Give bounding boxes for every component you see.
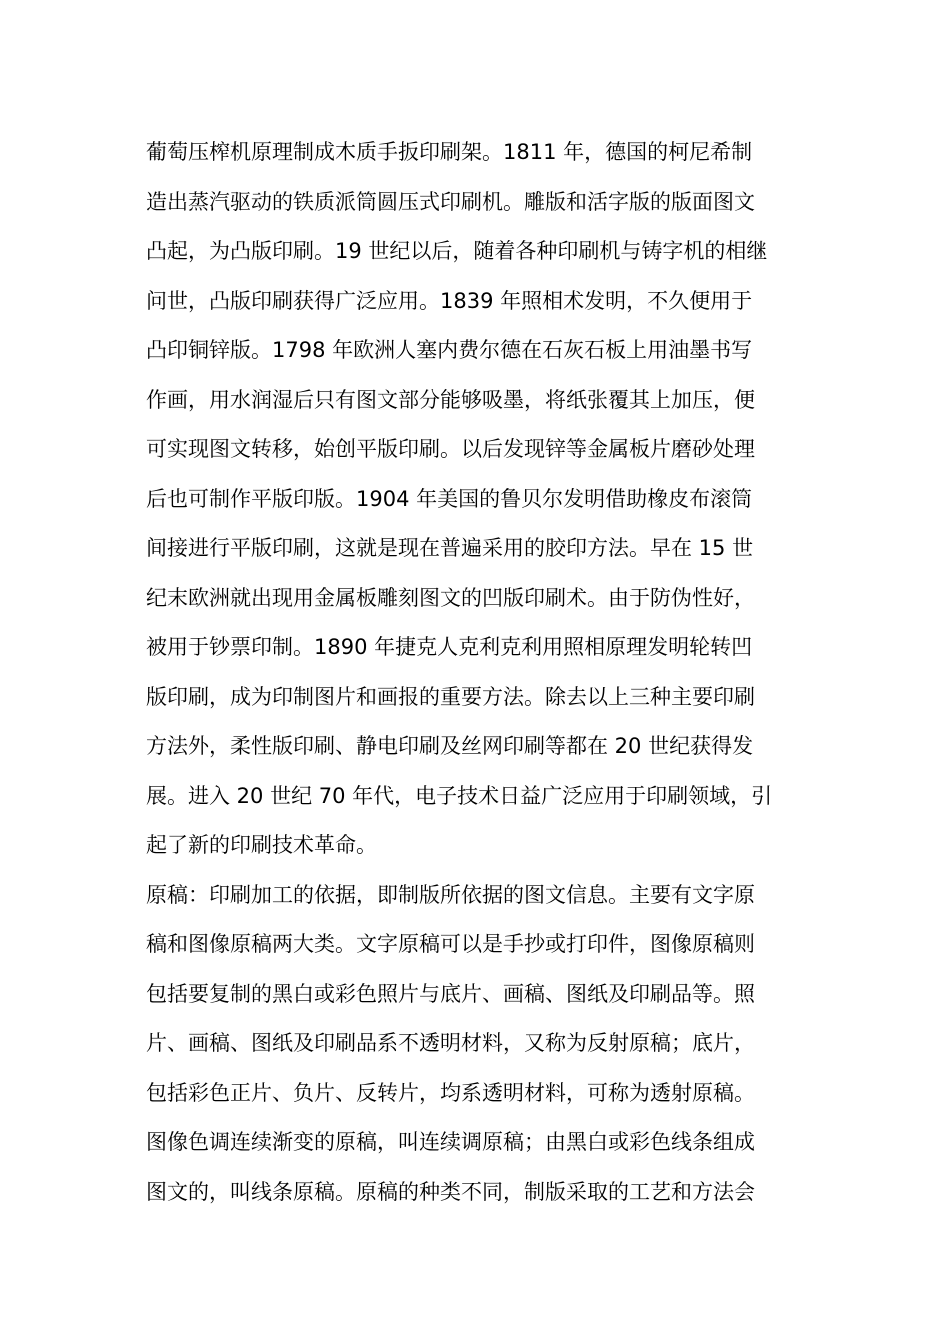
text-line: 造出蒸汽驱动的铁质派筒圆压式印刷机。雕版和活字版的版面图文	[146, 189, 755, 214]
text-line: 作画，用水润湿后只有图文部分能够吸墨，将纸张覆其上加压，便	[146, 387, 755, 412]
text-line: 片、画稿、图纸及印刷品系不透明材料，又称为反射原稿；底片，	[146, 1031, 755, 1055]
text-line: 展。进入 20 世纪 70 年代，电子技术日益广泛应用于印刷领域，引	[146, 783, 773, 808]
text-line: 后也可制作平版印版。1904 年美国的鲁贝尔发明借助橡皮布滚筒	[146, 486, 753, 511]
text-line: 问世，凸版印刷获得广泛应用。1839 年照相术发明，不久便用于	[146, 288, 753, 313]
text-line: 图像色调连续渐变的原稿，叫连续调原稿；由黑白或彩色线条组成	[146, 1130, 755, 1154]
text-line: 包括要复制的黑白或彩色照片与底片、画稿、图纸及印刷品等。照	[146, 981, 755, 1006]
body-text	[146, 128, 806, 1217]
text-line: 原稿：印刷加工的依据，即制版所依据的图文信息。主要有文字原	[146, 882, 755, 907]
text-line: 纪末欧洲就出现用金属板雕刻图文的凹版印刷术。由于防伪性好，	[146, 585, 755, 610]
text-line: 间接进行平版印刷，这就是现在普遍采用的胶印方法。早在 15 世	[146, 536, 754, 560]
paragraph-printing-history	[146, 128, 806, 871]
text-line: 稿和图像原稿两大类。文字原稿可以是手抄或打印件，图像原稿则	[146, 932, 755, 956]
text-line: 葡萄压榨机原理制成木质手扳印刷架。1811 年，德国的柯尼希制	[146, 140, 753, 164]
paragraph-originals	[146, 871, 806, 1218]
text-line: 包括彩色正片、负片、反转片，均系透明材料，可称为透射原稿。	[146, 1080, 755, 1105]
text-line: 凸印铜锌版。1798 年欧洲人塞内费尔德在石灰石板上用油墨书写	[146, 338, 753, 362]
text-line: 被用于钞票印制。1890 年捷克人克利克利用照相原理发明轮转凹	[146, 635, 753, 659]
text-line: 凸起，为凸版印刷。19 世纪以后，随着各种印刷机与铸字机的相继	[146, 239, 768, 263]
text-line: 可实现图文转移，始创平版印刷。以后发现锌等金属板片磨砂处理	[146, 437, 755, 461]
text-line: 起了新的印刷技术革命。	[146, 833, 377, 857]
text-line: 版印刷，成为印制图片和画报的重要方法。除去以上三种主要印刷	[146, 684, 755, 709]
text-line: 图文的，叫线条原稿。原稿的种类不同，制版采取的工艺和方法会	[146, 1179, 755, 1204]
text-line: 方法外，柔性版印刷、静电印刷及丝网印刷等都在 20 世纪获得发	[146, 734, 754, 758]
